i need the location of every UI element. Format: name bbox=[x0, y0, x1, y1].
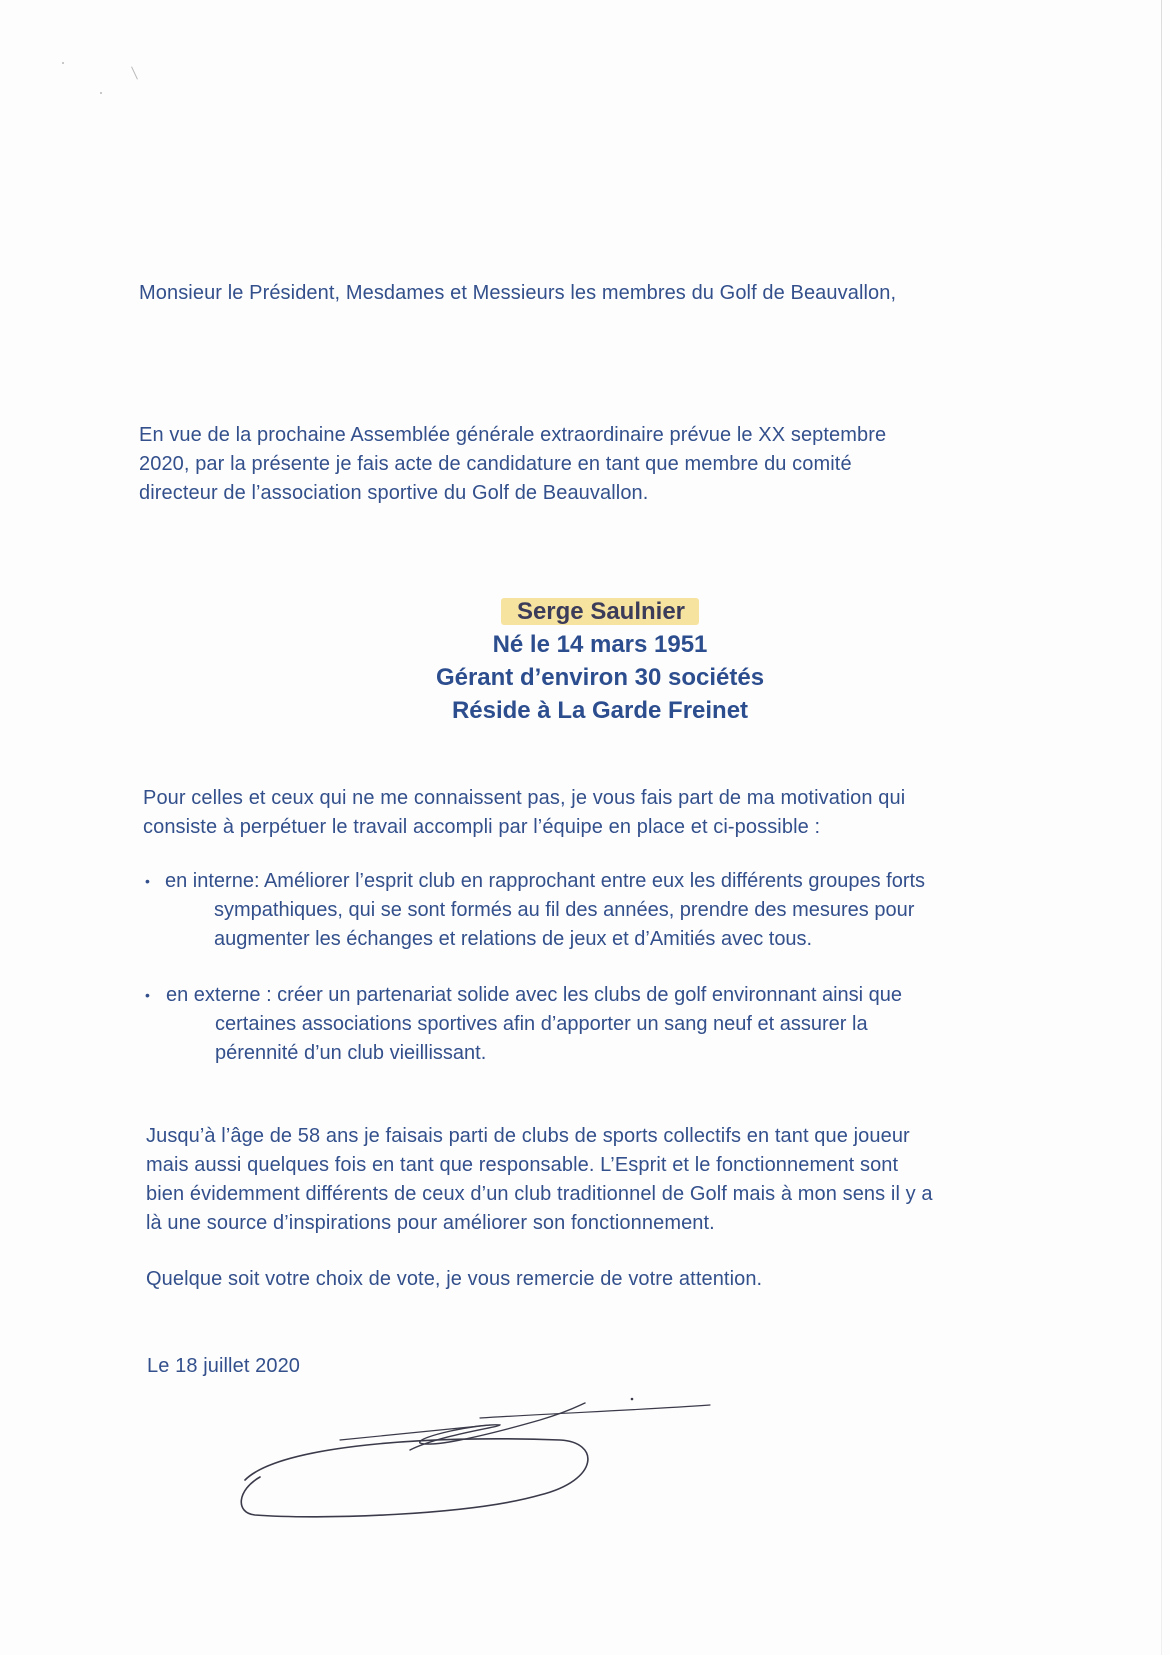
candidate-name: Serge Saulnier bbox=[501, 598, 699, 625]
bullet-line: augmenter les échanges et relations de jeux et d’Amitiés avec tous. bbox=[214, 928, 813, 950]
candidate-name-row bbox=[0, 595, 1170, 628]
scan-speck bbox=[131, 66, 138, 79]
intro-line: directeur de l’association sportive du Golf de Beauvallon. bbox=[139, 482, 649, 504]
motivation-line: consiste à perpétuer le travail accompli par l’équipe en place et ci-possible : bbox=[143, 816, 821, 838]
scan-speck bbox=[100, 92, 102, 94]
bullet-line: sympathiques, qui se sont formés au fil des années, prendre des mesures pour bbox=[214, 899, 915, 921]
salutation: Monsieur le Président, Mesdames et Messieurs les membres du Golf de Beauvallon, bbox=[139, 282, 897, 304]
intro-line: 2020, par la présente je fais acte de candidature en tant que membre du comité bbox=[139, 453, 852, 475]
bullet-line: en externe : créer un partenariat solide avec les clubs de golf environnant ainsi que bbox=[166, 984, 903, 1006]
intro-line: En vue de la prochaine Assemblée générale extraordinaire prévue le XX septembre bbox=[139, 424, 887, 446]
closing: Quelque soit votre choix de vote, je vous remercie de votre attention. bbox=[146, 1268, 763, 1290]
bullet-marker: • bbox=[145, 987, 150, 1003]
candidate-residence: Réside à La Garde Freinet bbox=[451, 697, 749, 724]
bullet-line: certaines associations sportives afin d’apporter un sang neuf et assurer la bbox=[215, 1013, 868, 1035]
scan-edge bbox=[1161, 0, 1162, 1655]
motivation-line: Pour celles et ceux qui ne me connaissent pas, je vous fais part de ma motivation qui bbox=[143, 787, 906, 809]
candidate-birth: Né le 14 mars 1951 bbox=[492, 631, 708, 658]
experience-line: là une source d’inspirations pour améliorer son fonctionnement. bbox=[146, 1212, 715, 1234]
scan-speck bbox=[62, 62, 64, 64]
experience-line: mais aussi quelques fois en tant que responsable. L’Esprit et le fonctionnement sont bbox=[146, 1154, 899, 1176]
candidate-role: Gérant d’environ 30 sociétés bbox=[435, 664, 765, 691]
bullet-line: pérennité d’un club vieillissant. bbox=[215, 1042, 487, 1064]
bullet-marker: • bbox=[145, 873, 150, 889]
experience-line: Jusqu’à l’âge de 58 ans je faisais parti de clubs de sports collectifs en tant que joueur bbox=[146, 1125, 910, 1147]
handwritten-signature bbox=[240, 1385, 760, 1545]
bullet-line: en interne: Améliorer l’esprit club en rapprochant entre eux les différents groupes forts bbox=[165, 870, 926, 892]
experience-line: bien évidemment différents de ceux d’un club traditionnel de Golf mais à mon sens il y a bbox=[146, 1183, 933, 1205]
letter-date: Le 18 juillet 2020 bbox=[147, 1355, 301, 1377]
